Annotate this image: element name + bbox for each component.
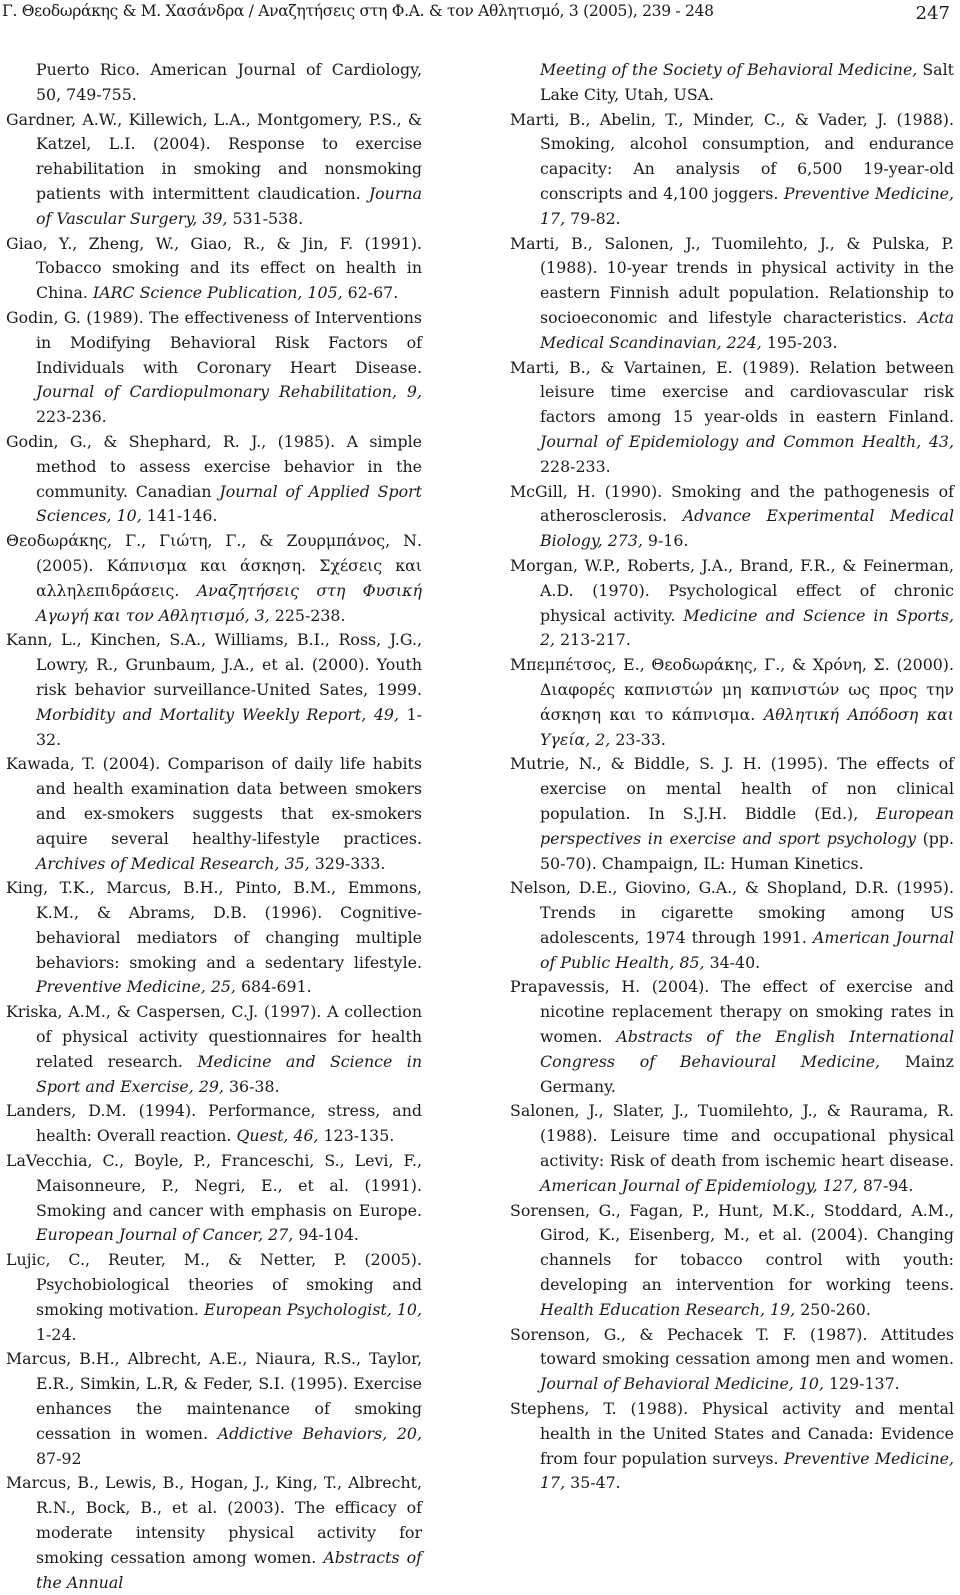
- reference-entry: [510, 554, 954, 653]
- reference-tail: 87-94.: [857, 1175, 914, 1195]
- reference-tail: 225-238.: [269, 605, 346, 625]
- reference-tail: 79-82.: [565, 208, 621, 228]
- reference-tail: 250-260.: [795, 1299, 871, 1319]
- reference-italic: Preventive Medicine, 17,: [540, 1448, 954, 1493]
- reference-tail: 531-538.: [227, 208, 304, 228]
- reference-main: Marti, B., & Vartainen, E. (1989). Relation between leisure time exercise and cardiovascular risk factors among 15 year-olds in eastern Finland.: [510, 357, 954, 427]
- reference-main: Lujic, C., Reuter, M., & Netter, P. (2005). Psychobiological theories of smoking and smoking motivation.: [6, 1250, 422, 1319]
- reference-entry: [510, 975, 954, 1099]
- reference-tail: 9-16.: [642, 531, 689, 551]
- reference-entry: [510, 480, 954, 554]
- reference-main: Stephens, T. (1988). Physical activity and mental health in the United States and Canada: Evidence from four population surveys.: [510, 1399, 954, 1468]
- reference-tail: 228-233.: [540, 456, 611, 476]
- reference-main: Marcus, B., Lewis, B., Hogan, J., King, T., Albrecht, R.N., Bock, B., et al. (2003). The efficacy of moderate intensity physical activity for smoking cessation among women.: [6, 1473, 422, 1567]
- reference-entry: [6, 628, 422, 752]
- page-number: 247: [915, 3, 950, 24]
- reference-italic: American Journal of Public Health, 85,: [540, 927, 955, 972]
- reference-entry: [6, 752, 422, 876]
- reference-italic: European perspectives in exercise and sport psychology: [540, 803, 954, 848]
- reference-italic: Αναζητήσεις στη Φυσική Αγωγή και τον Αθλητισμό, 3,: [36, 580, 422, 625]
- reference-entry: [510, 232, 954, 356]
- reference-entry: [6, 1248, 422, 1347]
- reference-main: Nelson, D.E., Giovino, G.A., & Shopland, D.R. (1995). Trends in cigarette smoking among US adolescents, 1974 through 1991.: [510, 878, 954, 947]
- reference-italic: Preventive Medicine, 25,: [36, 977, 236, 997]
- reference-italic: IARC Science Publication, 105,: [92, 283, 343, 303]
- reference-entry: [6, 1149, 422, 1248]
- reference-entry: [6, 1347, 422, 1471]
- reference-tail: 36-38.: [223, 1076, 280, 1096]
- references-left-column: [6, 58, 422, 1595]
- reference-italic: Preventive Medicine, 17,: [540, 183, 954, 228]
- reference-main: Kann, L., Kinchen, S.A., Williams, B.I., Ross, J.G., Lowry, R., Grunbaum, J.A., et al. (2000). Youth risk behavior surveillance-United Sates, 1999.: [6, 630, 422, 699]
- reference-main: Mutrie, N., & Biddle, S. J. H. (1995). The effects of exercise on mental health of non clinical population. In S.J.H. Biddle (Ed.),: [510, 754, 954, 823]
- reference-tail: 141-146.: [141, 506, 218, 526]
- reference-tail: 94-104.: [293, 1225, 359, 1245]
- reference-italic: Journa of Vascular Surgery, 39,: [36, 183, 422, 228]
- reference-italic: Quest, 46,: [236, 1126, 319, 1146]
- reference-main: Salonen, J., Slater, J., Tuomilehto, J., & Raurama, R. (1988). Leisure time and occupational physical activity: Risk of death from ischemic heart disease.: [510, 1101, 954, 1171]
- reference-italic: Abstracts of the Annual: [36, 1547, 422, 1592]
- reference-tail: 329-333.: [309, 853, 386, 873]
- reference-main: Prapavessis, H. (2004). The effect of exercise and nicotine replacement therapy on smoking rates in women.: [510, 977, 954, 1047]
- reference-entry: [510, 1397, 954, 1496]
- reference-main: Θεοδωράκης, Γ., Γιώτη, Γ., & Ζουρμπάνος, Ν. (2005). Κάπνισμα και άσκηση. Σχέσεις και αλληλεπιδράσεις.: [6, 531, 422, 600]
- reference-main: Sorensen, G., Fagan, P., Hunt, M.K., Stoddard, A.M., Girod, K., Eisenberg, M., et al. (2004). Changing channels for tobacco control with youth: developing an intervention for working teens.: [510, 1200, 954, 1295]
- reference-italic: Addictive Behaviors, 20,: [217, 1423, 422, 1443]
- reference-tail: Salt Lake City, Utah, USA.: [540, 60, 954, 104]
- reference-italic: Acta Medical Scandinavian, 224,: [540, 307, 954, 352]
- reference-italic: Αθλητική Απόδοση και Υγεία, 2,: [540, 704, 954, 749]
- reference-main: Marti, B., Abelin, T., Minder, C., & Vader, J. (1988). Smoking, alcohol consumption, and endurance capacity: An analysis of 6,500 19-year-old conscripts and 4,100 joggers.: [510, 109, 954, 203]
- running-header: [0, 0, 960, 34]
- reference-main: Kawada, T. (2004). Comparison of daily life habits and health examination data between smokers and ex-smokers suggests that ex-smokers aquire several healthy-lifestyle practices.: [6, 754, 422, 848]
- reference-tail: Puerto Rico. American Journal of Cardiology, 50, 749-755.: [36, 60, 422, 104]
- reference-italic: Medicine and Science in Sport and Exercise, 29,: [36, 1051, 423, 1096]
- reference-tail: 62-67.: [342, 283, 399, 303]
- reference-main: Marcus, B.H., Albrecht, A.E., Niaura, R.S., Taylor, E.R., Simkin, L.R, & Feder, S.I. (1995). Exercise enhances the maintenance of smoking cessation in women.: [6, 1349, 422, 1443]
- reference-italic: Abstracts of the English International Congress of Behavioural Medicine,: [540, 1027, 955, 1071]
- reference-main: McGill, H. (1990). Smoking and the pathogenesis of atherosclerosis.: [510, 481, 954, 526]
- reference-main: Marti, B., Salonen, J., Tuomilehto, J., & Pulska, P. (1988). 10-year trends in physical activity in the eastern Finnish adult population. Relationship to socioeconomic and lifestyle characteristics.: [510, 233, 954, 327]
- reference-tail: 213-217.: [555, 630, 631, 650]
- reference-entry: [510, 1323, 954, 1397]
- reference-entry: [6, 1000, 422, 1099]
- reference-italic: American Journal of Epidemiology, 127,: [540, 1175, 858, 1195]
- references-right-column: [510, 58, 954, 1496]
- reference-italic: Meeting of the Society of Behavioral Medicine,: [540, 60, 918, 79]
- reference-tail: 35-47.: [565, 1473, 621, 1493]
- reference-main: King, T.K., Marcus, B.H., Pinto, B.M., Emmons, K.M., & Abrams, D.B. (1996). Cognitive-behavioral mediators of changing multiple behaviors: smoking and a sedentary lifestyle.: [6, 878, 422, 972]
- reference-main: Μπεμπέτσος, Ε., Θεοδωράκης, Γ., & Χρόνη, Σ. (2000). Διαφορές καπνιστών μη καπνιστών ως προς την άσκηση και το κάπνισμα.: [510, 655, 954, 724]
- reference-italic: Advance Experimental Medical Biology, 273,: [540, 506, 955, 551]
- reference-main: Sorenson, G., & Pechacek T. F. (1987). Attitudes toward smoking cessation among men and women.: [510, 1324, 954, 1369]
- running-head: Γ. Θεοδωράκης & Μ. Χασάνδρα / Αναζητήσεις στη Φ.Α. & τον Αθλητισμό, 3 (2005), 239 - 248: [2, 2, 714, 20]
- reference-tail: 34-40.: [704, 952, 761, 972]
- reference-tail: (pp. 50-70). Champaign, IL: Human Kinetics.: [540, 828, 954, 873]
- reference-entry: [510, 876, 954, 975]
- reference-entry: [6, 108, 422, 232]
- reference-tail: 1-32.: [36, 704, 422, 749]
- reference-entry: [6, 1471, 422, 1595]
- reference-tail: 223-236.: [36, 407, 107, 427]
- reference-italic: Morbidity and Mortality Weekly Report, 49,: [36, 704, 399, 724]
- reference-entry: [6, 232, 422, 306]
- reference-tail: 684-691.: [235, 977, 312, 997]
- reference-main: Godin, G., & Shephard, R. J., (1985). A simple method to assess exercise behavior in the community. Canadian: [6, 431, 422, 501]
- reference-entry: [6, 306, 422, 430]
- reference-italic: Journal of Epidemiology and Common Health, 43,: [540, 431, 954, 451]
- reference-italic: European Journal of Cancer, 27,: [36, 1225, 294, 1245]
- reference-entry: [6, 430, 422, 529]
- reference-entry: [510, 752, 954, 876]
- reference-main: Kriska, A.M., & Caspersen, C.J. (1997). A collection of physical activity questionnaires for health related research.: [6, 1002, 422, 1071]
- reference-main: Gardner, A.W., Killewich, L.A., Montgomery, P.S., & Katzel, L.I. (2004). Response to exercise rehabilitation in smoking and nonsmoking patients with intermittent claudication.: [6, 109, 422, 203]
- reference-main: Giao, Y., Zheng, W., Giao, R., & Jin, F. (1991). Tobacco smoking and its effect on health in China.: [6, 233, 422, 303]
- reference-italic: Journal of Behavioral Medicine, 10,: [540, 1374, 824, 1394]
- reference-italic: Archives of Medical Research, 35,: [36, 853, 310, 873]
- reference-entry: [510, 653, 954, 752]
- reference-main: Landers, D.M. (1994). Performance, stress, and health: Overall reaction.: [6, 1101, 422, 1146]
- reference-tail: 87-92: [36, 1448, 82, 1468]
- reference-entry: [6, 1099, 422, 1149]
- reference-tail: 129-137.: [823, 1374, 900, 1394]
- reference-tail: 123-135.: [318, 1126, 395, 1146]
- reference-entry: [6, 58, 422, 108]
- reference-entry: [510, 1199, 954, 1323]
- reference-entry: [6, 529, 422, 628]
- reference-tail: Mainz Germany.: [540, 1051, 955, 1096]
- reference-italic: Journal of Cardiopulmonary Rehabilitation, 9,: [36, 382, 422, 402]
- reference-italic: European Psychologist, 10,: [203, 1299, 422, 1319]
- reference-tail: 195-203.: [761, 332, 838, 352]
- reference-main: Godin, G. (1989). The effectiveness of Interventions in Modifying Behavioral Risk Factors of Individuals with Coronary Heart Disease.: [6, 307, 422, 377]
- reference-entry: [510, 1099, 954, 1198]
- reference-tail: 1-24.: [36, 1324, 77, 1344]
- reference-italic: Health Education Research, 19,: [540, 1299, 796, 1319]
- reference-tail: 23-33.: [610, 729, 666, 749]
- reference-entry: [510, 108, 954, 232]
- reference-italic: Journal of Applied Sport Sciences, 10,: [36, 481, 422, 526]
- reference-italic: Medicine and Science in Sports, 2,: [540, 605, 954, 650]
- reference-entry: [510, 58, 954, 108]
- reference-main: Morgan, W.P., Roberts, J.A., Brand, F.R., & Feinerman, A.D. (1970). Psychological effect of chronic physical activity.: [510, 555, 954, 625]
- reference-entry: [510, 356, 954, 480]
- reference-entry: [6, 876, 422, 1000]
- reference-main: LaVecchia, C., Boyle, P., Franceschi, S., Levi, F., Maisonneure, P., Negri, E., et al. (1991). Smoking and cancer with emphasis on Europe.: [6, 1151, 422, 1220]
